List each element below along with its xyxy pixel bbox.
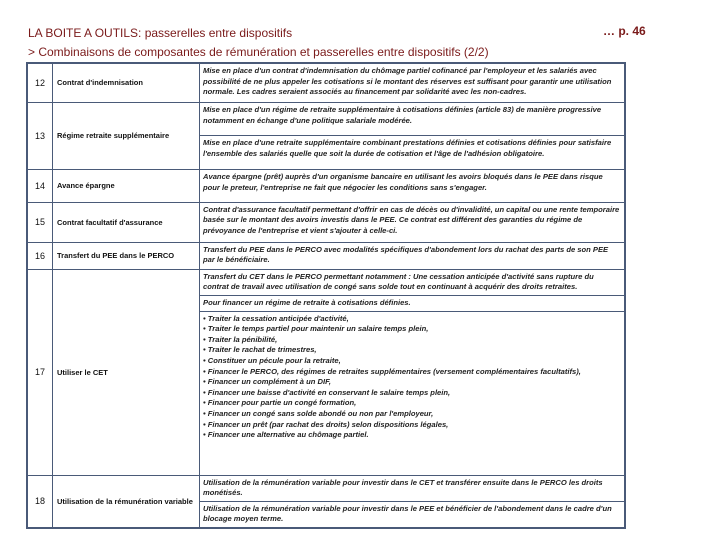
table-row	[28, 103, 624, 170]
row-number: 14	[28, 170, 53, 202]
bullet-item: • Financer un complément à un DIF,	[203, 377, 331, 387]
row-descriptions	[200, 64, 624, 102]
header-title: LA BOITE A OUTILS: passerelles entre dispositifs	[28, 26, 293, 40]
row-description: Avance épargne (prêt) auprès d'un organisme bancaire en utilisant les avoirs bloqués dans le PEE dans risque pour le preteur, l'entreprise ne fait que négocier les conditions sans s'engager.	[203, 171, 603, 192]
page-header	[28, 24, 489, 62]
table-row	[28, 476, 624, 527]
bullet-item: • Financer un congé sans solde abondé ou non par l'employeur,	[203, 408, 434, 418]
row-descriptions	[200, 103, 624, 169]
row-description: Mise en place d'une retraite supplémentaire combinant prestations définies et cotisations définies pour satisfaire l'ensemble des salariés quelle que soit la durée de cotisation et l'âge de l'adhésion obligatoire.	[203, 138, 612, 159]
row-descriptions	[200, 476, 624, 527]
bullet-item: • Constituer un pécule pour la retraite,	[203, 355, 341, 365]
row-description: Transfert du CET dans le PERCO permettant notamment : Une cessation anticipée d'activité sans rupture du contrat de travail avec utilisation de congé sans solde tout en continuant à acquérir des droits retraites.	[200, 270, 624, 296]
row-number: 15	[28, 203, 53, 242]
row-description: Mise en place d'un contrat d'indemnisation du chômage partiel cofinancé par l'employeur et les salariés avec possibilité de ne plus appeler les cotisations si le montant des réserves est suffisant pour garantir une utilisation normale. Les cadres seraient associés au financement par solidarité avec les non-cadres.	[203, 66, 612, 97]
bullet-item: • Traiter le temps partiel pour maintenir un salaire temps plein,	[203, 324, 429, 334]
bullet-item: • Traiter la pénibilité,	[203, 334, 278, 344]
row-number: 17	[28, 270, 53, 475]
row-number: 13	[28, 103, 53, 169]
table-row	[28, 203, 624, 243]
row-description: Contrat d'assurance facultatif permettant d'offrir en cas de décès ou d'invalidité, un capital ou une rente temporaire basée sur le montant des avoirs investis dans le PEE. Ce contrat est différent des garanties du régime de prévoyance de l'entreprise et vient s'ajouter à celle-ci.	[203, 204, 620, 236]
row-label: Utiliser le CET	[53, 270, 200, 475]
table-row	[28, 243, 624, 270]
row-description: Utilisation de la rémunération variable pour investir dans le CET et transférer ensuite dans le PERCO les droits monétisés.	[200, 476, 624, 502]
bullet-item: • Financer un prêt (par rachat des droits) selon dispositions légales,	[203, 419, 449, 429]
page-reference: … p. 46	[603, 24, 646, 38]
row-descriptions	[200, 203, 624, 242]
row-descriptions	[200, 243, 624, 269]
passerelles-table	[26, 62, 626, 529]
bullet-item: • Financer pour partie un congé formation,	[203, 398, 357, 408]
bullet-item: • Traiter le rachat de trimestres,	[203, 345, 317, 355]
row-number: 16	[28, 243, 53, 269]
bullet-item: • Financer le PERCO, des régimes de retraites supplémentaires (versement complémentaires facultatifs),	[203, 366, 581, 376]
bullet-item: • Financer une alternative au chômage partiel.	[203, 430, 369, 440]
table-row	[28, 270, 624, 476]
table-row	[28, 64, 624, 103]
row-description: Pour financer un régime de retraite à cotisations définies.	[200, 296, 624, 312]
row-number: 18	[28, 476, 53, 527]
row-label: Transfert du PEE dans le PERCO	[53, 243, 200, 269]
row-label: Contrat d'indemnisation	[53, 64, 200, 102]
row-label: Régime retraite supplémentaire	[53, 103, 200, 169]
row-descriptions	[200, 270, 624, 475]
row-description: Mise en place d'un régime de retraite supplémentaire à cotisations définies (article 83) de manière progressive notamment en échange d'une politique salariale modérée.	[200, 103, 624, 136]
row-number: 12	[28, 64, 53, 102]
row-descriptions	[200, 170, 624, 202]
table-row	[28, 170, 624, 203]
row-description: Utilisation de la rémunération variable pour investir dans le PEE et bénéficier de l'abondement dans le cadre d'un blocage moyen terme.	[203, 503, 612, 524]
row-label: Avance épargne	[53, 170, 200, 202]
bullet-list	[200, 312, 624, 475]
row-description: Transfert du PEE dans le PERCO avec modalités spécifiques d'abondement lors du rachat des parts de son PEE par le bénéficiaire.	[203, 244, 609, 265]
bullet-item: • Traiter la cessation anticipée d'activité,	[203, 313, 349, 323]
header-subtitle: > Combinaisons de composantes de rémunération et passerelles entre dispositifs (2/2)	[28, 45, 489, 59]
bullet-item: • Financer une baisse d'activité en conservant le salaire temps plein,	[203, 387, 451, 397]
row-label: Contrat facultatif d'assurance	[53, 203, 200, 242]
row-label: Utilisation de la rémunération variable	[53, 476, 200, 527]
